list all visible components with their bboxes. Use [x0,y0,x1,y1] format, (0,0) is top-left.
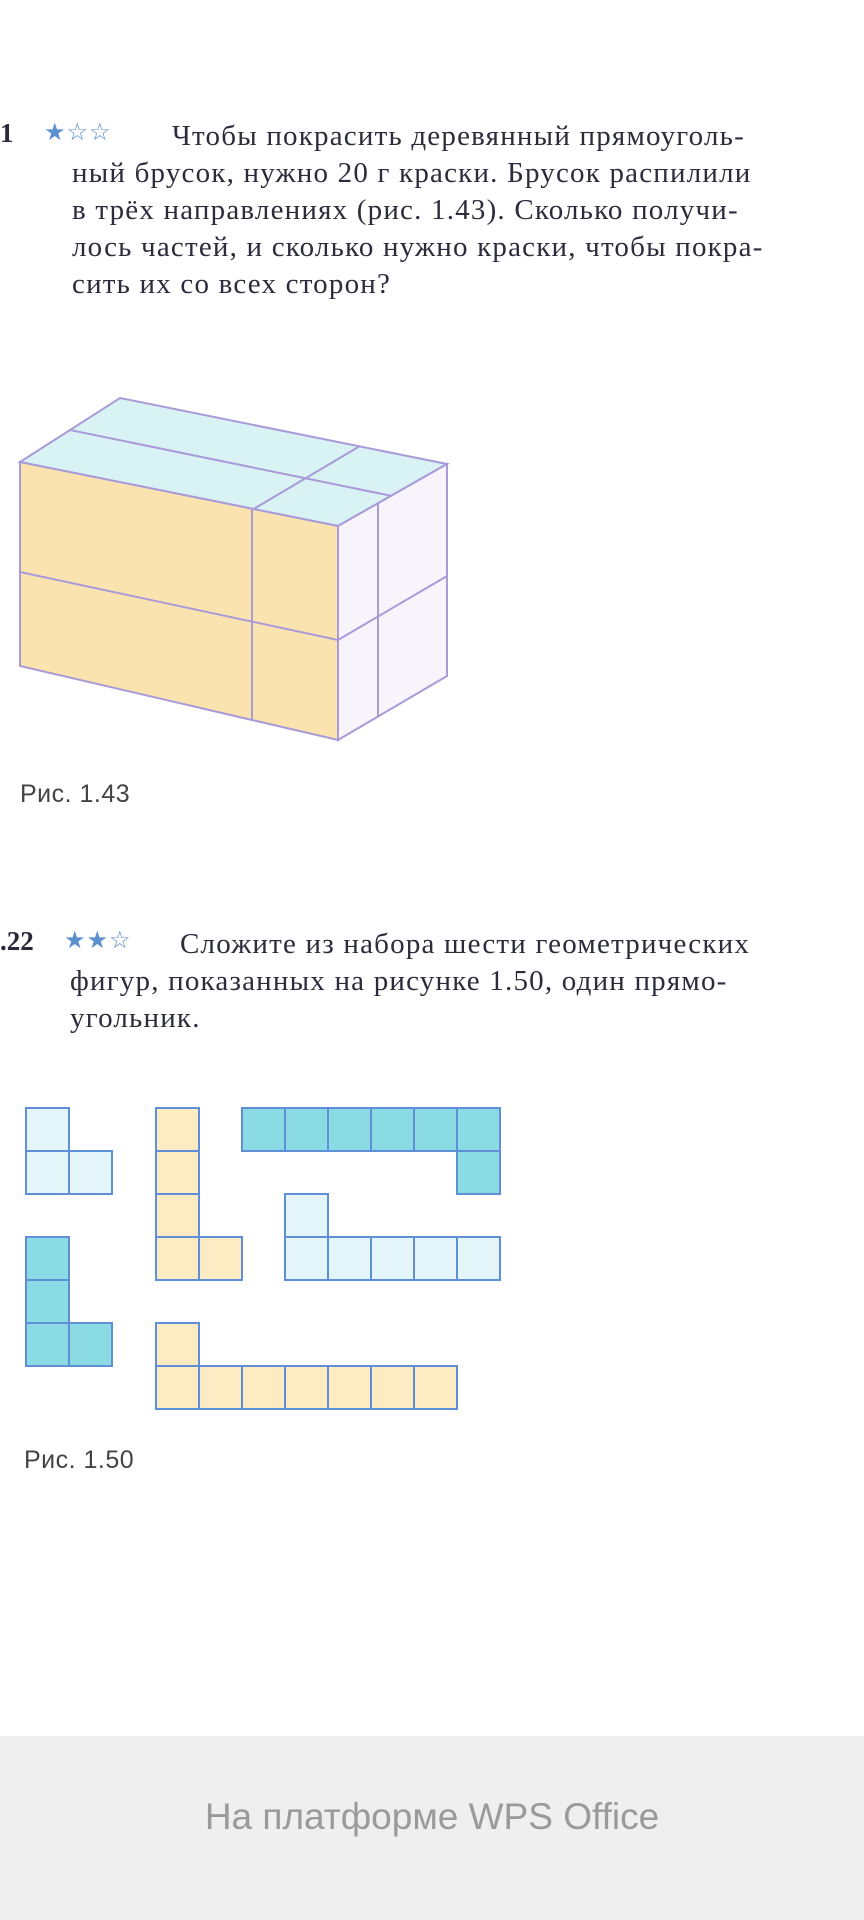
piece-cell [156,1366,199,1409]
footer-text: На платформе WPS Office [204,1796,660,1837]
piece-cell [69,1323,112,1366]
piece-cell [156,1194,199,1237]
piece-cell [328,1366,371,1409]
problem-1-line: Чтобы покрасить деревянный прямоуголь- [172,120,745,152]
piece-cell [26,1323,69,1366]
piece-cell [285,1366,328,1409]
piece-long-hook [242,1108,500,1194]
piece-small-l [26,1108,112,1194]
piece-cell [242,1108,285,1151]
figure-1-50-caption: Рис. 1.50 [24,1446,135,1474]
piece-cell [26,1237,69,1280]
piece-cell [328,1237,371,1280]
footer-bar [0,1736,864,1920]
problem-2-line: Сложите из набора шести геометрических [180,928,751,960]
piece-cell [156,1151,199,1194]
piece-cell [371,1237,414,1280]
piece-long-l-beige [156,1323,457,1409]
piece-tall-l-beige [156,1108,242,1280]
problem-1-line: в трёх направлениях (рис. 1.43). Сколько получи- [72,194,739,226]
piece-cell [199,1366,242,1409]
piece-cell [26,1108,69,1151]
piece-cell [328,1108,371,1151]
piece-cell [199,1237,242,1280]
piece-cell [285,1108,328,1151]
figure-1-43-block [0,380,864,780]
figure-1-50-pieces [0,1090,864,1430]
piece-cell [457,1237,500,1280]
piece-cell [285,1194,328,1237]
piece-cell [457,1108,500,1151]
piece-cell [26,1151,69,1194]
problem-1-line: ный брусок, нужно 20 г краски. Брусок распилили [72,157,752,189]
piece-cell [414,1237,457,1280]
piece-cell [457,1151,500,1194]
problem-1-text [0,118,864,303]
difficulty-stars-icon: ★★☆ [64,928,132,954]
piece-cell [156,1237,199,1280]
piece-cell [371,1366,414,1409]
problem-1-line: лось частей, и сколько нужно краски, чтобы покра- [72,231,764,263]
piece-cell [414,1366,457,1409]
piece-cell [156,1108,199,1151]
piece-cell [414,1108,457,1151]
piece-cell [26,1280,69,1323]
problem-1-line: сить их со всех сторон? [72,268,392,300]
piece-cell [69,1151,112,1194]
problem-2-line: фигур, показанных на рисунке 1.50, один прямо- [70,965,728,997]
problem-2-number: .22 [0,926,34,956]
problem-1-number: 1 [0,118,14,148]
figure-1-43-caption: Рис. 1.43 [20,780,131,808]
piece-mid-l [285,1194,500,1280]
piece-cell [242,1366,285,1409]
difficulty-stars-icon: ★☆☆ [44,120,112,146]
piece-cell [156,1323,199,1366]
piece-cell [371,1108,414,1151]
piece-cell [285,1237,328,1280]
piece-cyan-l [26,1237,112,1366]
problem-2-line: угольник. [70,1002,201,1034]
problem-2-text [0,926,864,1037]
